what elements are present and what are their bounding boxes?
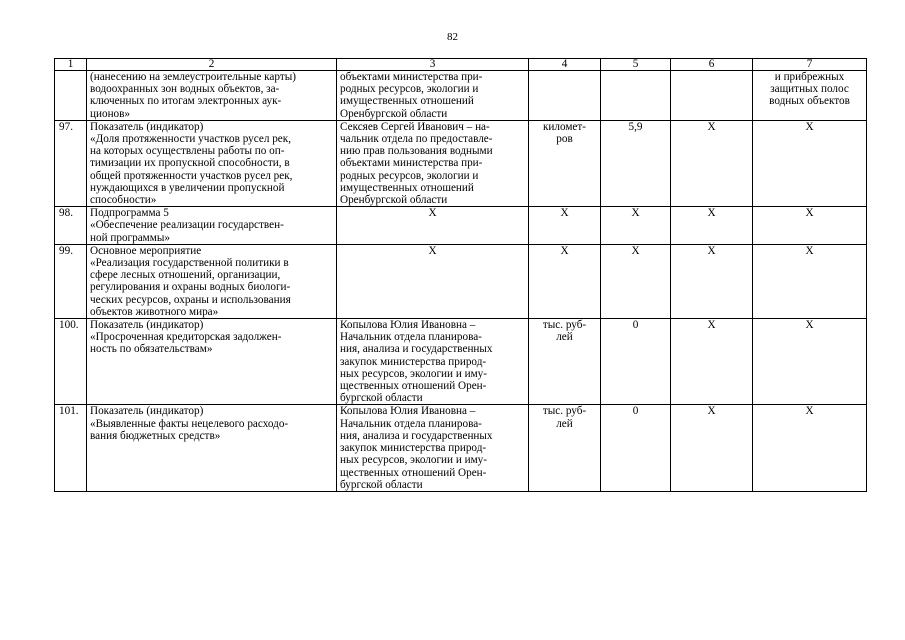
cell-text-line: объектами министерства при- xyxy=(340,157,483,170)
cell-text-line: тимизации их пропускной способности, в xyxy=(90,157,290,170)
indicator-table xyxy=(54,58,867,492)
cell-text-line: X xyxy=(707,405,716,418)
cell-text-line: закупок министерства природ- xyxy=(340,355,487,368)
table-cell xyxy=(671,71,753,121)
cell-text-line: родных ресурсов, экологии и xyxy=(340,83,479,96)
cell-text-line: на которых осуществлены работы по оп- xyxy=(90,145,285,158)
cell-text-line: Копылова Юлия Ивановна – xyxy=(340,319,476,332)
table-cell xyxy=(529,405,601,491)
row-number: 100. xyxy=(55,319,87,405)
table-cell xyxy=(87,207,337,245)
column-header: 1 xyxy=(55,59,87,71)
table-cell xyxy=(529,120,601,206)
cell-text-line: 0 xyxy=(632,319,639,332)
column-header: 3 xyxy=(337,59,529,71)
cell-text-line: лей xyxy=(556,417,573,430)
cell-text-line: закупок министерства природ- xyxy=(340,442,487,455)
table-row xyxy=(55,207,867,245)
cell-text-line: X xyxy=(428,244,437,257)
table-cell xyxy=(753,71,867,121)
column-header: 2 xyxy=(87,59,337,71)
cell-text-line: ность по обязательствам» xyxy=(90,343,213,356)
cell-text-line: «Просроченная кредиторская задолжен- xyxy=(90,331,282,344)
cell-text-line: объектов животного мира» xyxy=(90,305,219,318)
row-number: 99. xyxy=(55,244,87,318)
table-cell xyxy=(601,244,671,318)
cell-text-line: чальник отдела по предоставле- xyxy=(340,133,493,146)
table-cell xyxy=(529,319,601,405)
table-cell xyxy=(337,120,529,206)
cell-text-line: тыс. руб- xyxy=(542,319,587,332)
cell-text-line: «Доля протяженности участков русел рек, xyxy=(90,133,292,146)
cell-text-line: X xyxy=(707,207,716,220)
cell-text-line: ческих ресурсов, охраны и использования xyxy=(90,293,291,306)
column-header: 7 xyxy=(753,59,867,71)
cell-text-line: имущественных отношений xyxy=(340,95,474,108)
cell-text-line: Копылова Юлия Ивановна – xyxy=(340,405,476,418)
cell-text-line: бургской области xyxy=(340,478,423,491)
cell-text-line: Подпрограмма 5 xyxy=(90,207,169,220)
table-cell xyxy=(753,120,867,206)
column-header: 6 xyxy=(671,59,753,71)
cell-text-line: «Выявленные факты нецелевого расходо- xyxy=(90,417,289,430)
cell-text-line: ния, анализа и государственных xyxy=(340,429,493,442)
cell-text-line: X xyxy=(560,207,569,220)
cell-text-line: ния, анализа и государственных xyxy=(340,343,493,356)
cell-text-line: Начальник отдела планирова- xyxy=(340,417,482,430)
table-cell xyxy=(601,405,671,491)
cell-text-line: и прибрежных xyxy=(774,71,845,83)
cell-text-line: X xyxy=(805,405,814,418)
page-number: 82 xyxy=(447,31,458,43)
column-header: 5 xyxy=(601,59,671,71)
table-cell xyxy=(337,71,529,121)
table-cell xyxy=(601,207,671,245)
cell-text-line: нию прав пользования водными xyxy=(340,145,493,158)
cell-text-line: родных ресурсов, экологии и xyxy=(340,169,479,182)
table-cell xyxy=(337,405,529,491)
cell-text-line: ключенных по итогам электронных аук- xyxy=(90,95,282,108)
cell-text-line: Показатель (индикатор) xyxy=(90,120,204,133)
cell-text-line: щественных отношений Орен- xyxy=(340,380,487,393)
cell-text-line: ной программы» xyxy=(90,231,170,244)
cell-text-line: способности» xyxy=(90,194,157,207)
table-cell xyxy=(753,405,867,491)
cell-text-line: «Обеспечение реализации государствен- xyxy=(90,219,284,232)
cell-text-line: Основное мероприятие xyxy=(90,244,202,257)
row-number xyxy=(55,71,87,121)
cell-text-line: 0 xyxy=(632,405,639,418)
table-cell xyxy=(753,207,867,245)
cell-text-line: водных объектов xyxy=(769,95,850,108)
table-row xyxy=(55,244,867,318)
table-row xyxy=(55,319,867,405)
cell-text-line: ных ресурсов, экологии и иму- xyxy=(340,367,487,380)
table-row xyxy=(55,71,867,121)
cell-text-line: X xyxy=(805,244,814,257)
table-cell xyxy=(529,71,601,121)
cell-text-line: регулирования и охраны водных биологи- xyxy=(90,281,291,294)
cell-text-line: (нанесению на землеустроительные карты) xyxy=(90,71,296,83)
cell-text-line: нуждающихся в увеличении пропускной xyxy=(90,181,285,194)
row-number: 101. xyxy=(55,405,87,491)
cell-text-line: Начальник отдела планирова- xyxy=(340,331,482,344)
table-cell xyxy=(753,319,867,405)
table-cell xyxy=(87,71,337,121)
table-cell xyxy=(671,207,753,245)
row-number: 98. xyxy=(55,207,87,245)
cell-text-line: X xyxy=(805,207,814,220)
table-cell xyxy=(337,319,529,405)
cell-text-line: ционов» xyxy=(90,107,131,120)
cell-text-line: километ- xyxy=(542,120,587,133)
table-cell xyxy=(337,207,529,245)
table-cell xyxy=(671,120,753,206)
table-row xyxy=(55,120,867,206)
cell-text-line: X xyxy=(805,319,814,332)
row-number: 97. xyxy=(55,120,87,206)
cell-text-line: сфере лесных отношений, организации, xyxy=(90,269,281,282)
cell-text-line: имущественных отношений xyxy=(340,181,474,194)
cell-text-line: X xyxy=(805,120,814,133)
cell-text-line: 5,9 xyxy=(628,120,643,133)
cell-text-line: тыс. руб- xyxy=(542,405,587,418)
cell-text-line: лей xyxy=(556,331,573,344)
cell-text-line: Оренбургской области xyxy=(340,107,448,120)
table-cell xyxy=(87,319,337,405)
cell-text-line: защитных полос xyxy=(770,83,849,96)
cell-text-line: ров xyxy=(556,133,573,146)
table-cell xyxy=(671,319,753,405)
table-cell xyxy=(601,71,671,121)
cell-text-line: вания бюджетных средств» xyxy=(90,429,221,442)
cell-text-line: водоохранных зон водных объектов, за- xyxy=(90,83,280,96)
cell-text-line: ных ресурсов, экологии и иму- xyxy=(340,454,487,467)
cell-text-line: X xyxy=(631,244,640,257)
table-cell xyxy=(601,319,671,405)
table-cell xyxy=(529,207,601,245)
cell-text-line: Сексяев Сергей Иванович – на- xyxy=(340,120,490,133)
table-cell xyxy=(337,244,529,318)
cell-text-line: объектами министерства при- xyxy=(340,71,483,83)
cell-text-line: бургской области xyxy=(340,392,423,405)
cell-text-line: щественных отношений Орен- xyxy=(340,466,487,479)
table-cell xyxy=(601,120,671,206)
table-cell xyxy=(671,244,753,318)
cell-text-line: X xyxy=(707,244,716,257)
cell-text-line: X xyxy=(707,120,716,133)
table-cell xyxy=(87,120,337,206)
table-cell xyxy=(87,405,337,491)
cell-text-line: X xyxy=(631,207,640,220)
table-row xyxy=(55,405,867,491)
cell-text-line: X xyxy=(707,319,716,332)
table-cell xyxy=(529,244,601,318)
cell-text-line: Показатель (индикатор) xyxy=(90,319,204,332)
cell-text-line: «Реализация государственной политики в xyxy=(90,257,289,270)
table-cell xyxy=(753,244,867,318)
cell-text-line: общей протяженности участков русел рек, xyxy=(90,169,293,182)
cell-text-line: X xyxy=(560,244,569,257)
table-cell xyxy=(671,405,753,491)
cell-text-line: Показатель (индикатор) xyxy=(90,405,204,418)
column-header: 4 xyxy=(529,59,601,71)
table-header-row xyxy=(55,59,867,71)
cell-text-line: X xyxy=(428,207,437,220)
cell-text-line: Оренбургской области xyxy=(340,194,448,207)
table-cell xyxy=(87,244,337,318)
